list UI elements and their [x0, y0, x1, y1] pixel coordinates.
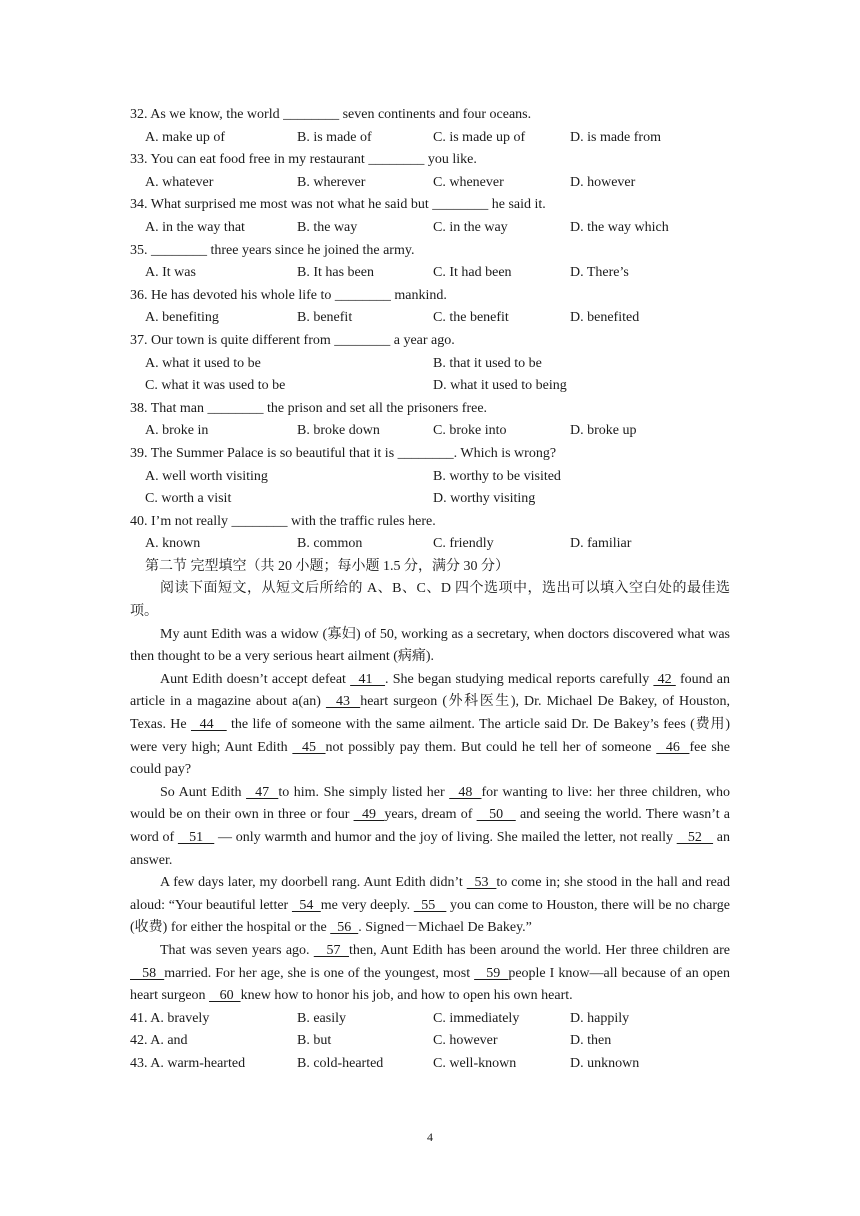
question-39-options-row1 [130, 466, 730, 489]
blank-54: 54 [291, 897, 321, 913]
text: fee she could pay? [130, 739, 730, 778]
text: for wanting to live: her three children, who would be on their own in three or four [130, 784, 730, 823]
option-c: C. is made up of [433, 129, 526, 145]
text: married. For her age, she is one of the youngest, most [164, 965, 475, 981]
text: found an article in a magazine about a(an) [130, 671, 731, 710]
option-d: D. broke up [570, 423, 637, 439]
question-33-stem: 33. You can eat food free in my restaurant ________ you like. [130, 152, 477, 168]
blank-50: 50 [476, 807, 516, 823]
option-a: A. make up of [145, 129, 226, 145]
option-d: D. unknown [570, 1055, 640, 1071]
question-37-options-row1 [130, 353, 730, 376]
blank-41: 41 [350, 671, 386, 687]
blank-52: 52 [676, 830, 714, 845]
option-c: C. well-known [433, 1055, 517, 1071]
question-36-stem: 36. He has devoted his whole life to ________ mankind. [130, 287, 447, 303]
option-d: D. then [570, 1033, 612, 1049]
option-b: B. worthy to be visited [433, 468, 561, 484]
passage-paragraph-3 [130, 782, 730, 872]
option-c: C. the benefit [433, 310, 509, 326]
text: . She began studying medical reports carefully [385, 671, 654, 687]
option-d: D. however [570, 174, 636, 190]
cloze-42-options [130, 1030, 730, 1053]
option-c: C. however [433, 1033, 498, 1049]
question-38-options [130, 420, 730, 443]
option-d: D. happily [570, 1010, 630, 1026]
option-a: A. benefiting [145, 310, 219, 326]
option-b: B. but [297, 1033, 332, 1049]
option-a: 41. A. bravely [130, 1010, 210, 1026]
passage-paragraph-2 [130, 669, 730, 782]
text: — only warmth and humor and the joy of living. She mailed the letter, not really [214, 830, 677, 845]
question-35-options [130, 262, 730, 285]
question-37-stem: 37. Our town is quite different from ________ a year ago. [130, 332, 455, 348]
option-b: B. It has been [297, 265, 374, 281]
text: to come in; she stood in the hall and read aloud: “Your beautiful letter [130, 875, 730, 913]
option-b: B. wherever [297, 174, 366, 190]
option-b: B. benefit [297, 310, 353, 326]
question-35-stem: 35. ________ three years since he joined the army. [130, 242, 415, 258]
blank-44: 44 [190, 717, 227, 733]
option-d: D. familiar [570, 536, 632, 552]
text: So Aunt Edith [160, 784, 247, 800]
blank-45: 45 [292, 739, 326, 755]
option-d: D. worthy visiting [433, 491, 536, 507]
exam-page [130, 104, 730, 1076]
option-c: C. It had been [433, 265, 512, 281]
blank-55: 55 [413, 897, 447, 913]
blank-47: 47 [246, 784, 279, 800]
option-b: B. that it used to be [433, 355, 542, 371]
question-32-stem: 32. As we know, the world ________ seven continents and four oceans. [130, 107, 532, 122]
text: an answer. [130, 830, 731, 868]
option-a: A. well worth visiting [145, 468, 268, 484]
text: to him. She simply listed her [278, 784, 450, 800]
question-37-options-row2 [130, 375, 730, 398]
option-a: A. broke in [145, 423, 209, 439]
option-b: B. cold-hearted [297, 1055, 384, 1071]
cloze-43-options [130, 1053, 730, 1076]
text: Aunt Edith doesn’t accept defeat [160, 671, 351, 687]
blank-57: 57 [313, 942, 349, 958]
option-a: A. It was [145, 265, 196, 281]
option-c: C. broke into [433, 423, 507, 439]
option-b: B. common [297, 536, 363, 552]
text: not possibly pay them. But could he tell her of someone [325, 739, 657, 755]
option-b: B. broke down [297, 423, 380, 439]
passage-paragraph-1: My aunt Edith was a widow (寡妇) of 50, working as a secretary, when doctors discovered what was then thought to be a very serious heart ailment (病痛). [130, 626, 730, 665]
blank-56: 56 [330, 920, 359, 936]
blank-46: 46 [656, 739, 690, 755]
blank-59: 59 [474, 965, 509, 981]
option-a: A. what it used to be [145, 355, 261, 371]
option-c: C. immediately [433, 1010, 520, 1026]
option-b: B. the way [297, 219, 358, 235]
question-34-stem: 34. What surprised me most was not what he said but ________ he said it. [130, 197, 546, 213]
option-a: 42. A. and [130, 1033, 188, 1049]
option-d: D. the way which [570, 219, 669, 235]
question-40-options [130, 533, 730, 556]
question-34-options [130, 217, 730, 240]
text: people I know—all because of an open heart surgeon [130, 965, 731, 1004]
section-instruction: 阅读下面短文，从短文后所给的 A、B、C、D 四个选项中，选出可以填入空白处的最佳选项。 [130, 581, 730, 620]
option-c: C. worth a visit [145, 491, 232, 507]
question-40-stem: 40. I’m not really ________ with the traffic rules here. [130, 513, 436, 529]
question-32-options [130, 127, 730, 150]
text: then, Aunt Edith has been around the world. Her three children are [349, 942, 730, 958]
option-d: D. There’s [570, 265, 629, 281]
option-b: B. is made of [297, 129, 372, 145]
passage-paragraph-5 [130, 940, 730, 1008]
blank-58: 58 [130, 965, 165, 981]
option-c: C. what it was used to be [145, 378, 286, 394]
text: That was seven years ago. [160, 942, 314, 958]
option-d: D. benefited [570, 310, 640, 326]
question-36-options [130, 307, 730, 330]
blank-53: 53 [466, 875, 497, 891]
question-38-stem: 38. That man ________ the prison and set all the prisoners free. [130, 400, 488, 416]
option-a: 43. A. warm-hearted [130, 1055, 246, 1071]
section-heading: 第二节 完型填空（共 20 小题；每小题 1.5 分，满分 30 分） [145, 558, 509, 574]
blank-51: 51 [177, 830, 215, 845]
text: knew how to honor his job, and how to open his own heart. [240, 988, 573, 1004]
text: heart surgeon (外科医生), Dr. Michael De Bakey, of Houston, Texas. He [130, 694, 730, 733]
option-c: C. friendly [433, 536, 494, 552]
passage-paragraph-4 [130, 872, 730, 940]
text: you can come to Houston, there will be no charge (收费) for either the hospital or the [130, 897, 731, 936]
cloze-41-options [130, 1008, 730, 1031]
blank-43: 43 [325, 694, 361, 710]
option-d: D. what it used to being [433, 378, 567, 394]
question-39-stem: 39. The Summer Palace is so beautiful that it is ________. Which is wrong? [130, 445, 557, 461]
option-d: D. is made from [570, 129, 661, 145]
text: me very deeply. [320, 897, 414, 913]
page-number: 4 [427, 1130, 433, 1144]
option-c: C. in the way [433, 219, 508, 235]
option-c: C. whenever [433, 174, 504, 190]
option-b: B. easily [297, 1010, 346, 1026]
text: and seeing the world. There wasn’t a word of [130, 807, 731, 845]
blank-42: 42 [653, 671, 676, 687]
text: . Signed－Michael De Bakey.” [358, 920, 532, 936]
question-33-options [130, 172, 730, 195]
blank-49: 49 [353, 807, 385, 823]
text: the life of someone with the same ailment. The article said Dr. De Bakey’s fees (费用) were very high; Aunt Edith [130, 717, 731, 755]
question-39-options-row2 [130, 488, 730, 511]
blank-48: 48 [449, 784, 482, 800]
option-a: A. known [145, 536, 201, 552]
blank-60: 60 [209, 988, 241, 1004]
text: years, dream of [384, 807, 477, 823]
option-a: A. in the way that [145, 219, 245, 235]
text: A few days later, my doorbell rang. Aunt Edith didn’t [160, 875, 467, 891]
option-a: A. whatever [145, 174, 214, 190]
